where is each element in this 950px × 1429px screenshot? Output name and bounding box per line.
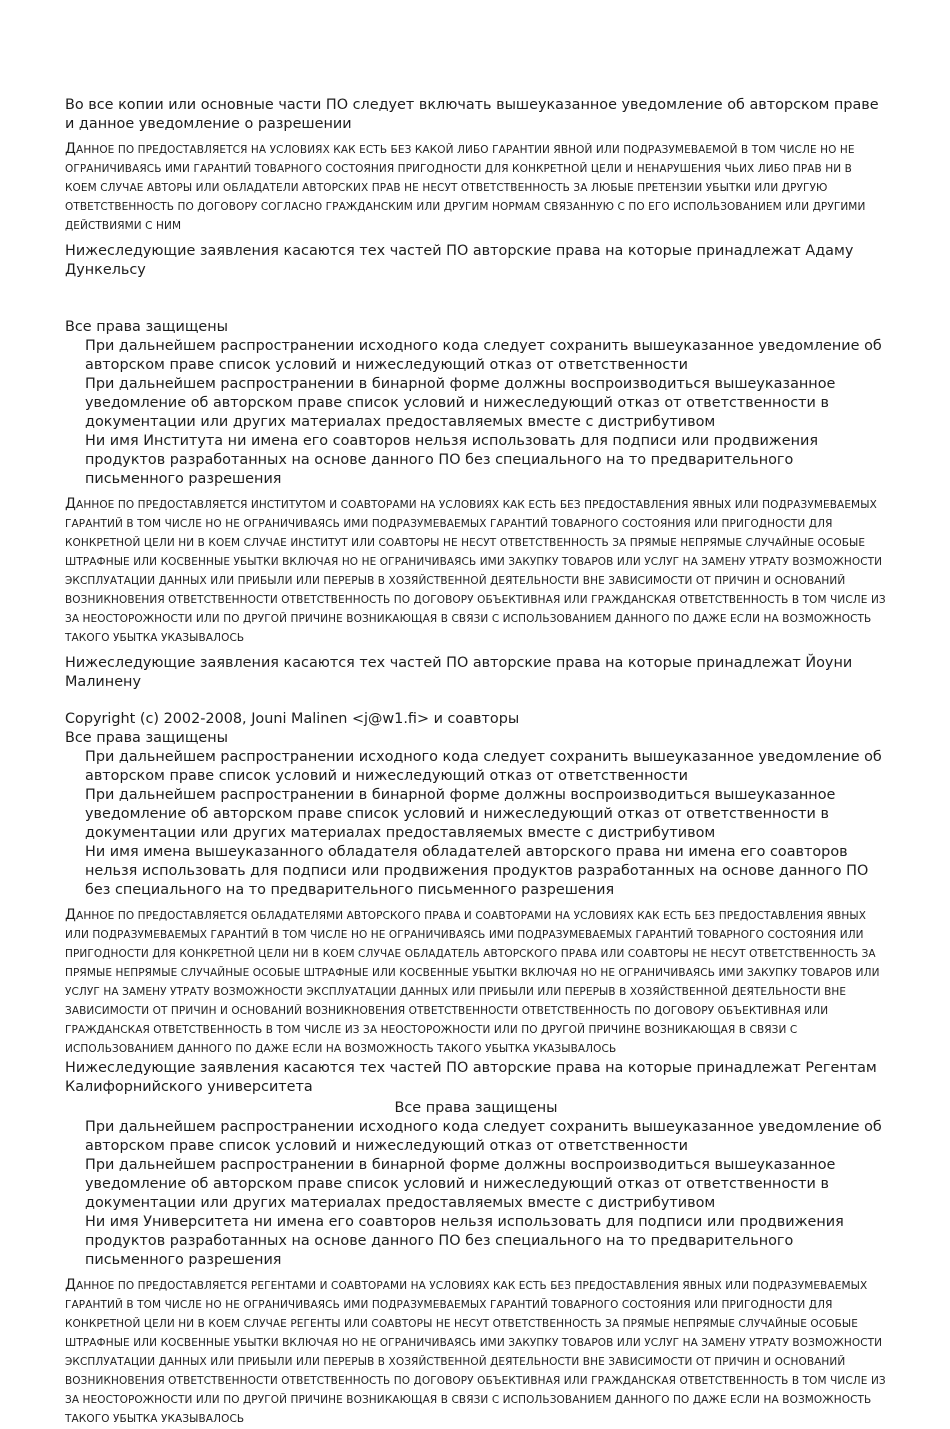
- section-heading-dunkels: Нижеследующие заявления касаются тех частей ПО авторские права на которые принадлежат Адаму Дункельсу: [65, 243, 854, 278]
- section-heading-malinen: Нижеследующие заявления касаются тех частей ПО авторские права на которые принадлежат Йоуни Малинену: [65, 655, 853, 690]
- rights-reserved-centered: Все права защищены: [394, 1100, 558, 1116]
- condition-item: Ни имя Университета ни имена его соавторов нельзя использовать для подписи или продвижения продуктов разработанных на основе данного ПО без специального на то предварительного письменного разрешения: [85, 1214, 844, 1268]
- condition-item: При дальнейшем распространении исходного кода следует сохранить вышеуказанное уведомление об авторском праве список условий и нижеследующий отказ от ответственности: [85, 338, 882, 373]
- intro-copies-notice: Во все копии или основные части ПО следует включать вышеуказанное уведомление об авторском праве и данное уведомление о разрешении: [65, 97, 879, 132]
- condition-item: Ни имя имена вышеуказанного обладателя обладателей авторского права ни имена его соавторов нельзя использовать для подписи или продвижения продуктов разработанных на основе данного ПО без специального на то предварительного письменного разрешения: [85, 844, 869, 898]
- rights-reserved: Все права защищены: [65, 319, 229, 335]
- condition-item: При дальнейшем распространении в бинарной форме должны воспроизводиться вышеуказанное уведомление об авторском праве список условий и нижеследующий отказ от ответственности в документации или других материалах предоставляемых вместе с дистрибутивом: [85, 787, 836, 841]
- condition-item: При дальнейшем распространении исходного кода следует сохранить вышеуказанное уведомление об авторском праве список условий и нижеследующий отказ от ответственности: [85, 1119, 882, 1154]
- rights-reserved: Все права защищены: [65, 730, 229, 746]
- license-document: [65, 96, 887, 1429]
- condition-item: При дальнейшем распространении в бинарной форме должны воспроизводиться вышеуказанное уведомление об авторском праве список условий и нижеследующий отказ от ответственности в документации или других материалах предоставляемых вместе с дистрибутивом: [85, 376, 836, 430]
- disclaimer-copyright-holders: ДАННОЕ ПО ПРЕДОСТАВЛЯЕТСЯ ОБЛАДАТЕЛЯМИ АВТОРСКОГО ПРАВА И СОАВТОРАМИ НА УСЛОВИЯХ КАК ЕСТЬ БЕЗ ПРЕДОСТАВЛЕНИЯ ЯВНЫХ ИЛИ ПОДРАЗУМЕВАЕМЫХ ГАРАНТИЙ В ТОМ ЧИСЛЕ НО НЕ ОГРАНИЧИВАЯСЬ ИМИ ПОДРАЗУМЕВАЕМЫХ ГАРАНТИЙ ТОВАРНОГО СОСТОЯНИЯ ИЛИ ПРИГОДНОСТИ ДЛЯ КОНКРЕТНОЙ ЦЕЛИ НИ В КОЕМ СЛУЧАЕ ОБЛАДАТЕЛЬ АВТОРСКОГО ПРАВА ИЛИ СОАВТОРЫ НЕ НЕСУТ ОТВЕТСТВЕННОСТЬ ЗА ПРЯМЫЕ НЕПРЯМЫЕ СЛУЧАЙНЫЕ ОСОБЫЕ ШТРАФНЫЕ ИЛИ КОСВЕННЫЕ УБЫТКИ ВКЛЮЧАЯ НО НЕ ОГРАНИЧИВАЯСЬ ИМИ ЗАКУПКУ ТОВАРОВ ИЛИ УСЛУГ НА ЗАМЕНУ УТРАТУ ВОЗМОЖНОСТИ ЭКСПЛУАТАЦИИ ДАННЫХ ИЛИ ПРИБЫЛИ ИЛИ ПЕРЕРЫВ В ХОЗЯЙСТВЕННОЙ ДЕЯТЕЛЬНОСТИ ВНЕ ЗАВИСИМОСТИ ОТ ПРИЧИН И ОСНОВАНИЙ ВОЗНИКНОВЕНИЯ ОТВЕТСТВЕННОСТИ ОТВЕТСТВЕННОСТЬ ПО ДОГОВОРУ ОБЪЕКТИВНАЯ ИЛИ ГРАЖДАНСКАЯ ОТВЕТСТВЕННОСТЬ В ТОМ ЧИСЛЕ ИЗ ЗА НЕОСТОРОЖНОСТИ ИЛИ ПО ДРУГОЙ ПРИЧИНЕ ВОЗНИКАЮЩАЯ В СВЯЗИ С ИСПОЛЬЗОВАНИЕМ ДАННОГО ПО ДАЖЕ ЕСЛИ НА ВОЗМОЖНОСТЬ ТАКОГО УБЫТКА УКАЗЫВАЛОСЬ: [65, 907, 880, 1055]
- section-heading-regents: Нижеследующие заявления касаются тех частей ПО авторские права на которые принадлежат Регентам Калифорнийского университета: [65, 1060, 877, 1095]
- disclaimer-general: ДАННОЕ ПО ПРЕДОСТАВЛЯЕТСЯ НА УСЛОВИЯХ КАК ЕСТЬ БЕЗ КАКОЙ ЛИБО ГАРАНТИИ ЯВНОЙ ИЛИ ПОДРАЗУМЕВАЕМОЙ В ТОМ ЧИСЛЕ НО НЕ ОГРАНИЧИВАЯСЬ ИМИ ГАРАНТИЙ ТОВАРНОГО СОСТОЯНИЯ ПРИГОДНОСТИ ДЛЯ КОНКРЕТНОЙ ЦЕЛИ И НЕНАРУШЕНИЯ ЧЬИХ ЛИБО ПРАВ НИ В КОЕМ СЛУЧАЕ АВТОРЫ ИЛИ ОБЛАДАТЕЛИ АВТОРСКИХ ПРАВ НЕ НЕСУТ ОТВЕТСТВЕННОСТЬ ЗА ЛЮБЫЕ ПРЕТЕНЗИИ УБЫТКИ ИЛИ ДРУГУЮ ОТВЕТСТВЕННОСТЬ ПО ДОГОВОРУ СОГЛАСНО ГРАЖДАНСКИМ ИЛИ ДРУГИМ НОРМАМ СВЯЗАННУЮ С ПО ЕГО ИСПОЛЬЗОВАНИЕМ ИЛИ ДРУГИМИ ДЕЙСТВИЯМИ С НИМ: [65, 141, 866, 232]
- disclaimer-institute: ДАННОЕ ПО ПРЕДОСТАВЛЯЕТСЯ ИНСТИТУТОМ И СОАВТОРАМИ НА УСЛОВИЯХ КАК ЕСТЬ БЕЗ ПРЕДОСТАВЛЕНИЯ ЯВНЫХ ИЛИ ПОДРАЗУМЕВАЕМЫХ ГАРАНТИЙ В ТОМ ЧИСЛЕ НО НЕ ОГРАНИЧИВАЯСЬ ИМИ ПОДРАЗУМЕВАЕМЫХ ГАРАНТИЙ ТОВАРНОГО СОСТОЯНИЯ ИЛИ ПРИГОДНОСТИ ДЛЯ КОНКРЕТНОЙ ЦЕЛИ НИ В КОЕМ СЛУЧАЕ ИНСТИТУТ ИЛИ СОАВТОРЫ НЕ НЕСУТ ОТВЕТСТВЕННОСТЬ ЗА ПРЯМЫЕ НЕПРЯМЫЕ СЛУЧАЙНЫЕ ОСОБЫЕ ШТРАФНЫЕ ИЛИ КОСВЕННЫЕ УБЫТКИ ВКЛЮЧАЯ НО НЕ ОГРАНИЧИВАЯСЬ ИМИ ЗАКУПКУ ТОВАРОВ ИЛИ УСЛУГ НА ЗАМЕНУ УТРАТУ ВОЗМОЖНОСТИ ЭКСПЛУАТАЦИИ ДАННЫХ ИЛИ ПРИБЫЛИ ИЛИ ПЕРЕРЫВ В ХОЗЯЙСТВЕННОЙ ДЕЯТЕЛЬНОСТИ ВНЕ ЗАВИСИМОСТИ ОТ ПРИЧИН И ОСНОВАНИЙ ВОЗНИКНОВЕНИЯ ОТВЕТСТВЕННОСТИ ОТВЕТСТВЕННОСТЬ ПО ДОГОВОРУ ОБЪЕКТИВНАЯ ИЛИ ГРАЖДАНСКАЯ ОТВЕТСТВЕННОСТЬ В ТОМ ЧИСЛЕ ИЗ ЗА НЕОСТОРОЖНОСТИ ИЛИ ПО ДРУГОЙ ПРИЧИНЕ ВОЗНИКАЮЩАЯ В СВЯЗИ С ИСПОЛЬЗОВАНИЕМ ДАННОГО ПО ДАЖЕ ЕСЛИ НА ВОЗМОЖНОСТЬ ТАКОГО УБЫТКА УКАЗЫВАЛОСЬ: [65, 496, 886, 644]
- copyright-line: Copyright (c) 2002-2008, Jouni Malinen <j@w1.fi> и соавторы: [65, 711, 520, 727]
- condition-item: Ни имя Института ни имена его соавторов нельзя использовать для подписи или продвижения продуктов разработанных на основе данного ПО без специального на то предварительного письменного разрешения: [85, 433, 819, 487]
- condition-item: При дальнейшем распространении в бинарной форме должны воспроизводиться вышеуказанное уведомление об авторском праве список условий и нижеследующий отказ от ответственности в документации или других материалах предоставляемых вместе с дистрибутивом: [85, 1157, 836, 1211]
- condition-item: При дальнейшем распространении исходного кода следует сохранить вышеуказанное уведомление об авторском праве список условий и нижеследующий отказ от ответственности: [85, 749, 882, 784]
- disclaimer-regents: ДАННОЕ ПО ПРЕДОСТАВЛЯЕТСЯ РЕГЕНТАМИ И СОАВТОРАМИ НА УСЛОВИЯХ КАК ЕСТЬ БЕЗ ПРЕДОСТАВЛЕНИЯ ЯВНЫХ ИЛИ ПОДРАЗУМЕВАЕМЫХ ГАРАНТИЙ В ТОМ ЧИСЛЕ НО НЕ ОГРАНИЧИВАЯСЬ ИМИ ПОДРАЗУМЕВАЕМЫХ ГАРАНТИЙ ТОВАРНОГО СОСТОЯНИЯ ИЛИ ПРИГОДНОСТИ ДЛЯ КОНКРЕТНОЙ ЦЕЛИ НИ В КОЕМ СЛУЧАЕ РЕГЕНТЫ ИЛИ СОАВТОРЫ НЕ НЕСУТ ОТВЕТСТВЕННОСТЬ ЗА ПРЯМЫЕ НЕПРЯМЫЕ СЛУЧАЙНЫЕ ОСОБЫЕ ШТРАФНЫЕ ИЛИ КОСВЕННЫЕ УБЫТКИ ВКЛЮЧАЯ НО НЕ ОГРАНИЧИВАЯСЬ ИМИ ЗАКУПКУ ТОВАРОВ ИЛИ УСЛУГ НА ЗАМЕНУ УТРАТУ ВОЗМОЖНОСТИ ЭКСПЛУАТАЦИИ ДАННЫХ ИЛИ ПРИБЫЛИ ИЛИ ПЕРЕРЫВ В ХОЗЯЙСТВЕННОЙ ДЕЯТЕЛЬНОСТИ ВНЕ ЗАВИСИМОСТИ ОТ ПРИЧИН И ОСНОВАНИЙ ВОЗНИКНОВЕНИЯ ОТВЕТСТВЕННОСТИ ОТВЕТСТВЕННОСТЬ ПО ДОГОВОРУ ОБЪЕКТИВНАЯ ИЛИ ГРАЖДАНСКАЯ ОТВЕТСТВЕННОСТЬ В ТОМ ЧИСЛЕ ИЗ ЗА НЕОСТОРОЖНОСТИ ИЛИ ПО ДРУГОЙ ПРИЧИНЕ ВОЗНИКАЮЩАЯ В СВЯЗИ С ИСПОЛЬЗОВАНИЕМ ДАННОГО ПО ДАЖЕ ЕСЛИ НА ВОЗМОЖНОСТЬ ТАКОГО УБЫТКА УКАЗЫВАЛОСЬ: [65, 1277, 886, 1425]
